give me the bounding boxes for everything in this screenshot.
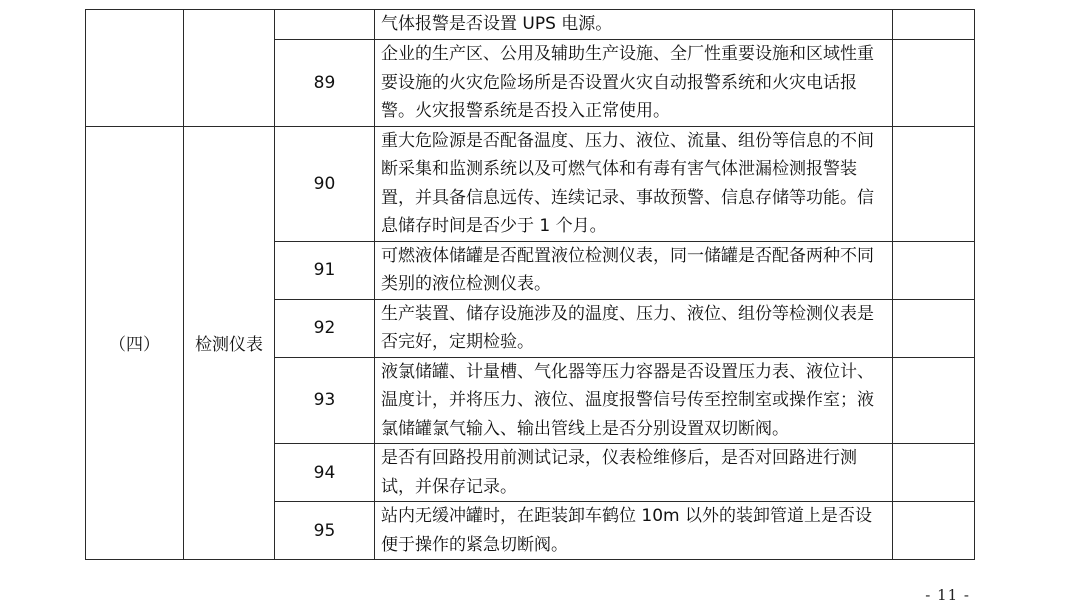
remark-cell	[893, 40, 975, 127]
item-content: 企业的生产区、公用及辅助生产设施、全厂性重要设施和区域性重要设施的火灾危险场所是否设置火灾自动报警系统和火灾电话报警。火灾报警系统是否投入正常使用。	[375, 40, 893, 127]
item-number: 91	[275, 241, 375, 299]
table-row	[86, 126, 975, 241]
item-content: 重大危险源是否配备温度、压力、液位、流量、组份等信息的不间断采集和监测系统以及可燃气体和有毒有害气体泄漏检测报警装置，并具备信息远传、连续记录、事故预警、信息存储等功能。信息储存时间是否少于 1 个月。	[375, 126, 893, 241]
remark-cell	[893, 502, 975, 560]
item-number: 93	[275, 357, 375, 444]
remark-cell	[893, 357, 975, 444]
item-content: 生产装置、储存设施涉及的温度、压力、液位、组份等检测仪表是否完好，定期检验。	[375, 299, 893, 357]
remark-cell	[893, 126, 975, 241]
remark-cell	[893, 444, 975, 502]
page-number: - 11 -	[925, 586, 970, 604]
remark-cell	[893, 299, 975, 357]
remark-cell	[893, 241, 975, 299]
checklist-table	[85, 9, 975, 560]
item-number: 95	[275, 502, 375, 560]
item-number: 92	[275, 299, 375, 357]
category-cell	[86, 10, 184, 127]
item-content: 气体报警是否设置 UPS 电源。	[375, 10, 893, 40]
item-number: 90	[275, 126, 375, 241]
item-content: 可燃液体储罐是否配置液位检测仪表，同一储罐是否配备两种不同类别的液位检测仪表。	[375, 241, 893, 299]
item-number	[275, 10, 375, 40]
table-row	[86, 10, 975, 40]
item-number: 94	[275, 444, 375, 502]
item-content: 站内无缓冲罐时，在距装卸车鹤位 10m 以外的装卸管道上是否设便于操作的紧急切断阀。	[375, 502, 893, 560]
item-content: 是否有回路投用前测试记录，仪表检维修后，是否对回路进行测试，并保存记录。	[375, 444, 893, 502]
item-content: 液氯储罐、计量槽、气化器等压力容器是否设置压力表、液位计、温度计，并将压力、液位、温度报警信号传至控制室或操作室；液氯储罐氯气输入、输出管线上是否分别设置双切断阀。	[375, 357, 893, 444]
item-name-cell: 检测仪表	[184, 126, 275, 560]
item-number: 89	[275, 40, 375, 127]
remark-cell	[893, 10, 975, 40]
item-name-cell	[184, 10, 275, 127]
category-cell: （四）	[86, 126, 184, 560]
